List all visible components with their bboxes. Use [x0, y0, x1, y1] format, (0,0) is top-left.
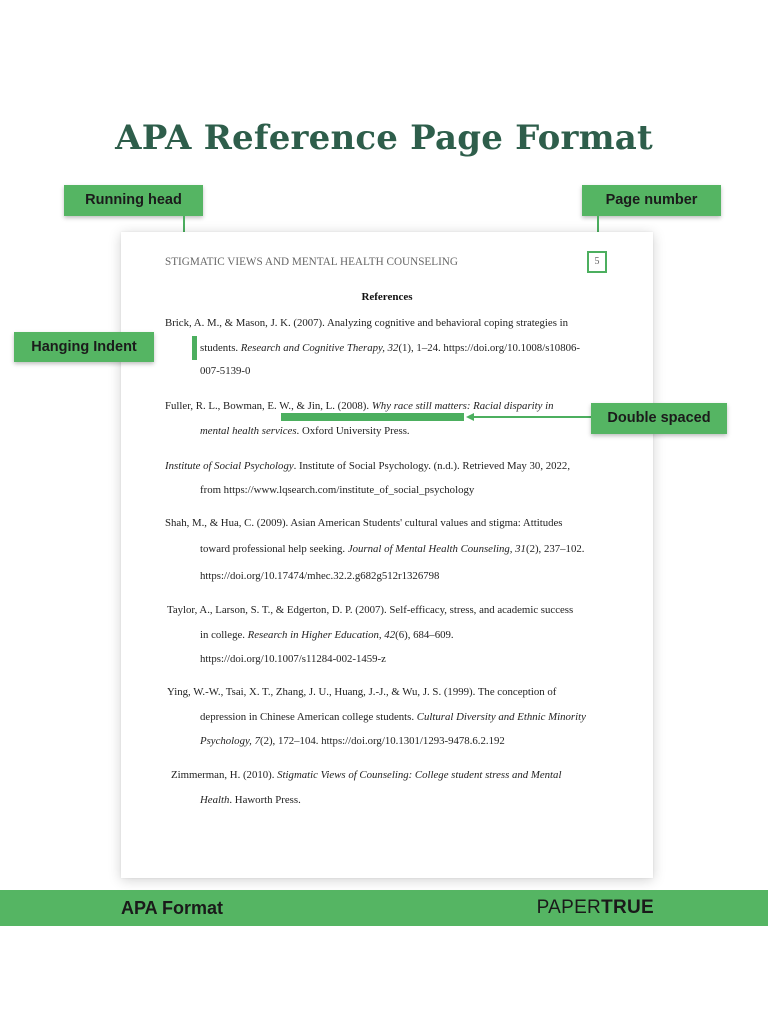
page-number: 5: [587, 251, 607, 273]
reference-line: [200, 735, 505, 747]
reference-line: [167, 686, 556, 698]
double-spaced-connector: [473, 416, 591, 418]
reference-line: [200, 425, 410, 437]
reference-text: Ying, W.-W., Tsai, X. T., Zhang, J. U., Huang, J.-J., & Wu, J. S. (1999). The conception of: [167, 686, 557, 698]
reference-italic-text: mental health services: [200, 425, 297, 437]
reference-text: (6), 684–609.: [395, 629, 454, 641]
reference-text: toward professional help seeking.: [200, 543, 348, 555]
reference-italic-text: Health: [200, 794, 230, 806]
reference-italic-text: Institute of Social Psychology: [165, 460, 294, 472]
reference-italic-text: Psychology, 7: [200, 735, 260, 747]
reference-text: students.: [200, 342, 241, 354]
reference-line: [165, 317, 568, 329]
reference-italic-text: Stigmatic Views of Counseling: College student stress and Mental: [277, 769, 562, 781]
reference-line: [165, 400, 554, 412]
reference-italic-text: Research in Higher Education, 42: [247, 629, 396, 641]
reference-text: in college.: [200, 629, 248, 641]
reference-text: Taylor, A., Larson, S. T., & Edgerton, D. P. (2007). Self-efficacy, stress, and academic success: [167, 604, 574, 616]
footer-bar: [0, 890, 768, 926]
reference-text: from https://www.lqsearch.com/institute_of_social_psychology: [200, 484, 475, 496]
reference-text: Zimmerman, H. (2010).: [171, 769, 278, 781]
reference-text: (2), 172–104. https://doi.org/10.1301/1293-9478.6.2.192: [259, 735, 505, 747]
running-head-callout: Running head: [64, 185, 203, 216]
reference-text: Fuller, R. L., Bowman, E. W., & Jin, L. (2008).: [165, 400, 372, 412]
reference-text: . Oxford University Press.: [296, 425, 410, 437]
reference-line: [200, 653, 386, 665]
brand-part-true: TRUE: [601, 897, 654, 918]
reference-line: [171, 769, 561, 781]
reference-text: Brick, A. M., & Mason, J. K. (2007). Analyzing cognitive and behavioral coping strategies in: [165, 317, 569, 329]
reference-text: (1), 1–24. https://doi.org/10.1008/s10806-: [398, 342, 580, 354]
hanging-indent-callout: Hanging Indent: [14, 332, 154, 362]
reference-italic-text: Why race still matters: Racial disparity in: [371, 400, 554, 412]
reference-line: [200, 794, 301, 806]
brand-part-paper: PAPER: [536, 897, 602, 918]
reference-line: [200, 342, 580, 354]
brand-logo: [537, 897, 654, 919]
reference-italic-text: Cultural Diversity and Ethnic Minority: [416, 711, 586, 723]
reference-text: . Haworth Press.: [229, 794, 301, 806]
double-spaced-callout: Double spaced: [591, 403, 727, 434]
reference-line: [200, 365, 250, 377]
reference-text: (2), 237–102.: [525, 543, 585, 555]
page-title: APA Reference Page Format: [115, 118, 653, 158]
reference-line: [200, 629, 454, 641]
references-heading: References: [361, 291, 413, 303]
reference-text: https://doi.org/10.1007/s11284-002-1459-z: [200, 653, 386, 665]
reference-line: [165, 460, 570, 472]
reference-line: [165, 517, 562, 529]
double-spaced-marker: [281, 413, 464, 421]
reference-text: depression in Chinese American college students.: [200, 711, 417, 723]
reference-text: https://doi.org/10.17474/mhec.32.2.g682g512r1326798: [200, 570, 440, 582]
reference-text: Shah, M., & Hua, C. (2009). Asian American Students' cultural values and stigma: Attitudes: [165, 517, 563, 529]
running-head-text: STIGMATIC VIEWS AND MENTAL HEALTH COUNSELING: [165, 256, 458, 268]
reference-line: [200, 484, 474, 496]
reference-text: . Institute of Social Psychology. (n.d.). Retrieved May 30, 2022,: [293, 460, 571, 472]
page-number-callout: Page number: [582, 185, 721, 216]
reference-line: [200, 543, 584, 555]
reference-italic-text: Research and Cognitive Therapy, 32: [240, 342, 399, 354]
reference-italic-text: Journal of Mental Health Counseling, 31: [347, 543, 526, 555]
footer-label: APA Format: [121, 898, 224, 918]
reference-line: [167, 604, 573, 616]
hanging-indent-marker: [192, 336, 197, 360]
reference-line: [200, 570, 439, 582]
reference-line: [200, 711, 586, 723]
reference-text: 007-5139-0: [200, 365, 251, 377]
